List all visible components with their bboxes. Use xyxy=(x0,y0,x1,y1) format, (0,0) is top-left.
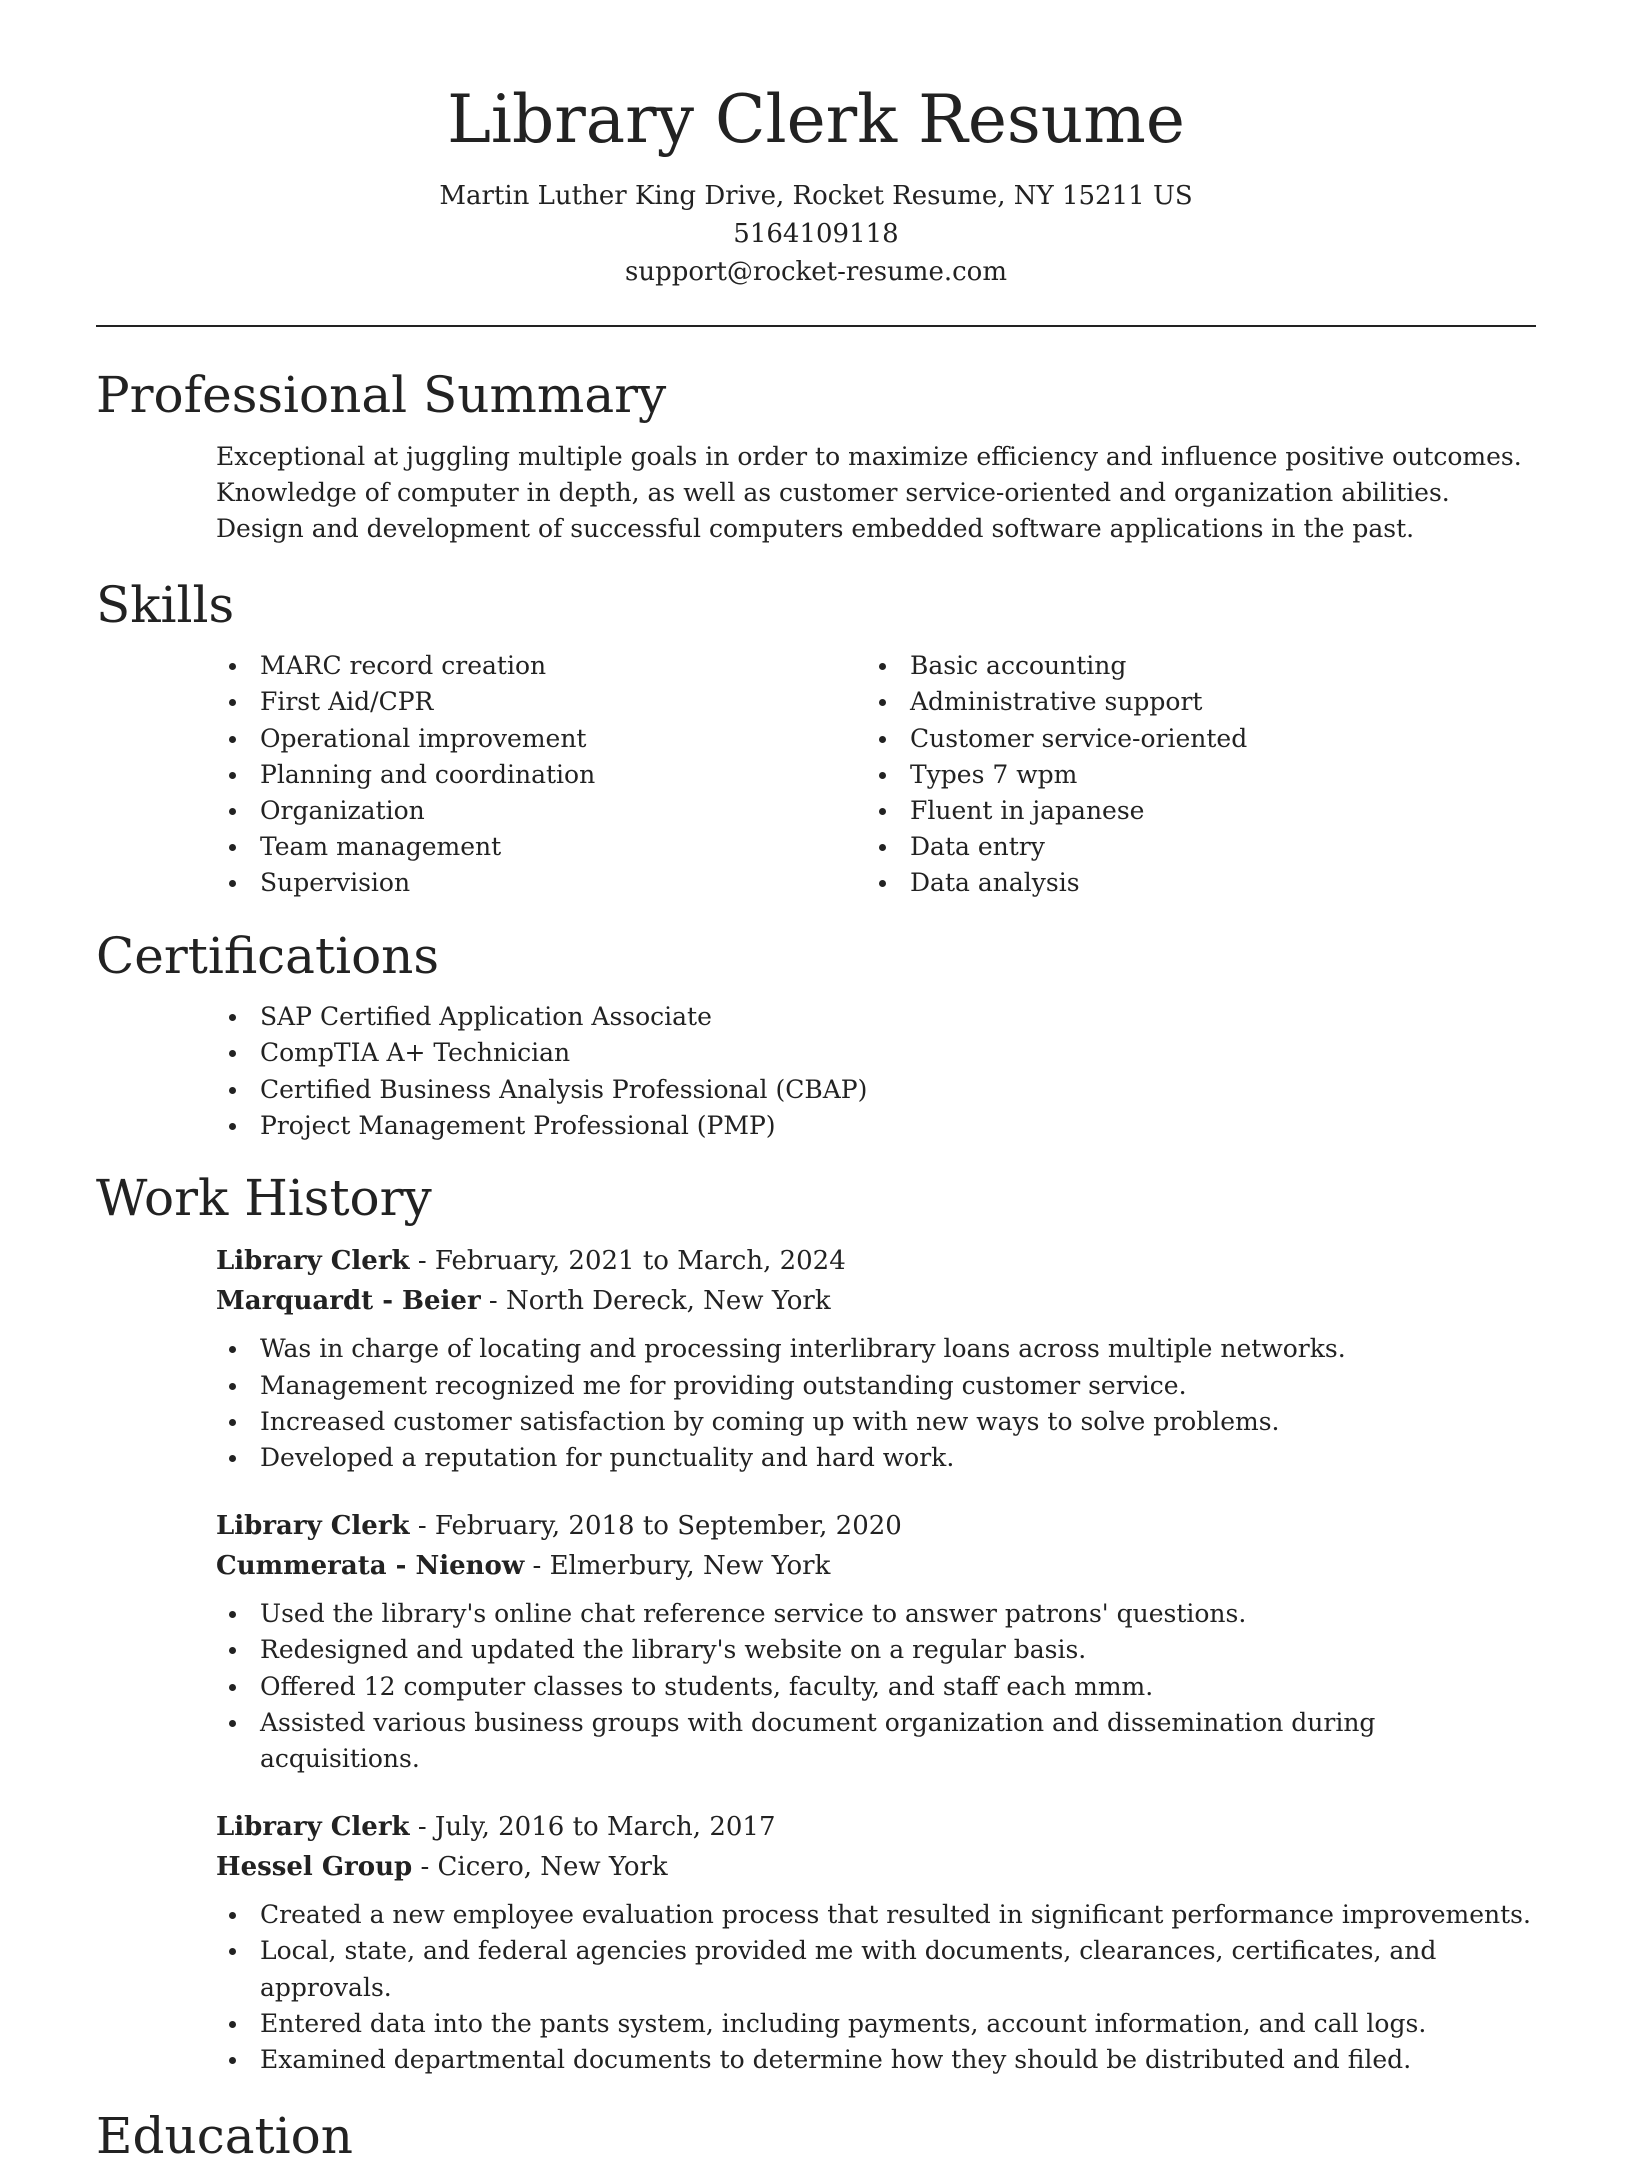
job-title: Library Clerk xyxy=(216,1246,410,1277)
job-dates: - February, 2018 to September, 2020 xyxy=(409,1511,902,1542)
skill-item: Types 7 wpm xyxy=(866,757,1536,793)
job-employer-line xyxy=(216,1281,1536,1321)
skill-item: Fluent in japanese xyxy=(866,793,1536,829)
certifications-section xyxy=(96,928,1536,1144)
skills-title: Skills xyxy=(96,575,235,634)
job-duty: Offered 12 computer classes to students, faculty, and staff each mmm. xyxy=(216,1669,1536,1705)
certification-item: Project Management Professional (PMP) xyxy=(216,1108,1536,1144)
job-title-line xyxy=(216,1807,1536,1847)
certifications-list xyxy=(216,999,1536,1144)
skill-item: Organization xyxy=(216,793,866,829)
page-title: Library Clerk Resume xyxy=(447,81,1185,158)
job-duty: Used the library's online chat reference service to answer patrons' questions. xyxy=(216,1596,1536,1632)
job-duty: Assisted various business groups with document organization and dissemination during acquisitions. xyxy=(216,1705,1536,1777)
job-dates: - July, 2016 to March, 2017 xyxy=(409,1812,776,1843)
job-duty: Increased customer satisfaction by coming up with new ways to solve problems. xyxy=(216,1404,1536,1440)
work-history-title: Work History xyxy=(96,1168,432,1227)
job-duties xyxy=(216,1331,1536,1476)
job-employer: Hessel Group xyxy=(216,1852,413,1883)
job-employer-line xyxy=(216,1847,1536,1887)
job-location: - North Dereck, New York xyxy=(480,1286,831,1317)
job-duty: Local, state, and federal agencies provided me with documents, clearances, certificates, and approvals. xyxy=(216,1933,1536,2005)
job-duty: Entered data into the pants system, including payments, account information, and call logs. xyxy=(216,2006,1536,2042)
job-title: Library Clerk xyxy=(216,1511,410,1542)
education-title: Education xyxy=(96,2107,353,2166)
skill-item: MARC record creation xyxy=(216,648,866,684)
job-location: - Elmerbury, New York xyxy=(524,1551,831,1582)
work-history-section xyxy=(96,1170,1536,2078)
job-duty: Management recognized me for providing outstanding customer service. xyxy=(216,1368,1536,1404)
job-duty: Created a new employee evaluation process that resulted in significant performance improvements. xyxy=(216,1897,1536,1933)
job-duties xyxy=(216,1897,1536,2078)
header-divider xyxy=(96,325,1536,327)
summary-section xyxy=(96,367,1536,547)
job-dates: - February, 2021 to March, 2024 xyxy=(409,1246,846,1277)
job-employer: Cummerata - Nienow xyxy=(216,1551,525,1582)
job-employer: Marquardt - Beier xyxy=(216,1286,481,1317)
job-duty: Redesigned and updated the library's website on a regular basis. xyxy=(216,1632,1536,1668)
skills-list-left xyxy=(216,648,866,901)
job-location: - Cicero, New York xyxy=(412,1852,668,1883)
summary-text: Exceptional at juggling multiple goals in order to maximize efficiency and influence positive outcomes. Knowledge of computer in depth, as well as customer service-oriented and organization abilities. Design and development of successful computers embedded software applications in the past. xyxy=(216,441,1522,543)
skill-item: First Aid/CPR xyxy=(216,684,866,720)
skill-item: Customer service-oriented xyxy=(866,721,1536,757)
contact-address: Martin Luther King Drive, Rocket Resume, NY 15211 US xyxy=(439,181,1193,212)
skill-item: Administrative support xyxy=(866,684,1536,720)
skill-item: Basic accounting xyxy=(866,648,1536,684)
skill-item: Supervision xyxy=(216,865,866,901)
certifications-title: Certifications xyxy=(96,926,440,985)
job-title-line xyxy=(216,1241,1536,1281)
contact-phone: 5164109118 xyxy=(733,219,899,250)
certification-item: SAP Certified Application Associate xyxy=(216,999,1536,1035)
skill-item: Planning and coordination xyxy=(216,757,866,793)
certification-item: Certified Business Analysis Professional (CBAP) xyxy=(216,1072,1536,1108)
contact-email[interactable]: support@rocket-resume.com xyxy=(624,257,1007,288)
job-employer-line xyxy=(216,1546,1536,1586)
job-duty: Developed a reputation for punctuality and hard work. xyxy=(216,1440,1536,1476)
skill-item: Data analysis xyxy=(866,865,1536,901)
job-entry xyxy=(216,1506,1536,1777)
certification-item: CompTIA A+ Technician xyxy=(216,1035,1536,1071)
job-duty: Was in charge of locating and processing interlibrary loans across multiple networks. xyxy=(216,1331,1536,1367)
skills-section xyxy=(96,577,1536,902)
job-duty: Examined departmental documents to determine how they should be distributed and filed. xyxy=(216,2042,1536,2078)
skill-item: Data entry xyxy=(866,829,1536,865)
resume-header xyxy=(96,80,1536,291)
job-entry xyxy=(216,1807,1536,2078)
job-title-line xyxy=(216,1506,1536,1546)
skill-item: Team management xyxy=(216,829,866,865)
job-title: Library Clerk xyxy=(216,1812,410,1843)
skill-item: Operational improvement xyxy=(216,721,866,757)
summary-title: Professional Summary xyxy=(96,366,667,425)
skills-list-right xyxy=(866,648,1536,901)
job-duties xyxy=(216,1596,1536,1777)
job-entry xyxy=(216,1241,1536,1476)
